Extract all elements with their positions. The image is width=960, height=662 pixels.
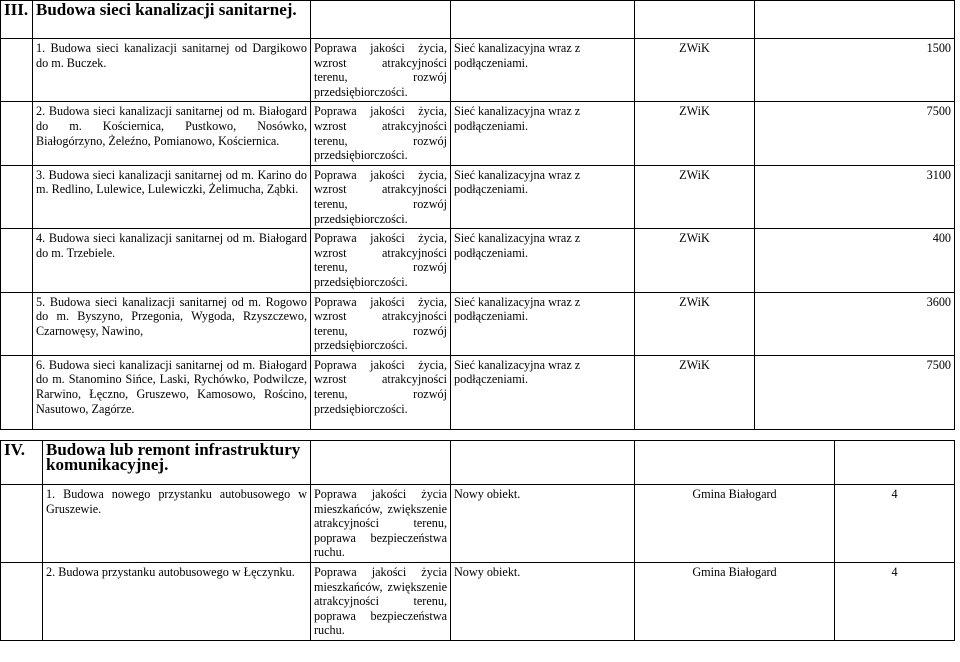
task-effect: Sieć kanalizacyjna wraz z podłączeniami. [451,292,635,355]
task-description: 5. Budowa sieci kanalizacji sanitarnej od m. Rogowo do m. Byszyno, Przegonia, Wygoda, Rzyszczewo, Czarnowęsy, Nawino, [33,292,311,355]
task-entity: ZWiK [635,355,755,429]
task-description: 2. Budowa sieci kanalizacji sanitarnej od m. Białogard do m. Kościernica, Pustkowo, Nosówko, Białogórzyno, Żeleźno, Pomianowo, Kościernica. [33,102,311,165]
task-effect: Sieć kanalizacyjna wraz z podłączeniami. [451,39,635,102]
task-entity: Gmina Białogard [635,562,835,640]
section-header-row [1,441,955,485]
task-purpose: Poprawa jakości życia, wzrost atrakcyjności terenu, rozwój przedsiębiorczości. [311,292,451,355]
task-purpose: Poprawa jakości życia, wzrost atrakcyjności terenu, rozwój przedsiębiorczości. [311,102,451,165]
section-roman-numeral: III. [1,1,33,39]
task-description: 2. Budowa przystanku autobusowego w Łęczynku. [43,562,311,640]
task-entity: Gmina Białogard [635,485,835,563]
task-amount: 3100 [755,165,955,228]
task-purpose: Poprawa jakości życia, wzrost atrakcyjności terenu, rozwój przedsiębiorczości. [311,355,451,429]
table-row [1,102,955,165]
task-amount: 7500 [755,355,955,429]
section-title: Budowa lub remont infrastruktury komunikacyjnej. [43,441,311,485]
task-entity: ZWiK [635,165,755,228]
task-entity: ZWiK [635,102,755,165]
task-description: 1. Budowa sieci kanalizacji sanitarnej od Dargikowo do m. Buczek. [33,39,311,102]
task-effect: Nowy obiekt. [451,562,635,640]
table-row [1,229,955,292]
task-purpose: Poprawa jakości życia mieszkańców, zwiększenie atrakcyjności terenu, poprawa bezpieczeństwa ruchu. [311,485,451,563]
task-purpose: Poprawa jakości życia, wzrost atrakcyjności terenu, rozwój przedsiębiorczości. [311,165,451,228]
task-effect: Sieć kanalizacyjna wraz z podłączeniami. [451,102,635,165]
task-entity: ZWiK [635,229,755,292]
table-row [1,485,955,563]
task-purpose: Poprawa jakości życia, wzrost atrakcyjności terenu, rozwój przedsiębiorczości. [311,39,451,102]
task-effect: Sieć kanalizacyjna wraz z podłączeniami. [451,165,635,228]
task-amount: 4 [835,562,955,640]
task-description: 3. Budowa sieci kanalizacji sanitarnej od m. Karino do m. Redlino, Lulewice, Lulewiczki, Żelimucha, Ząbki. [33,165,311,228]
task-description: 6. Budowa sieci kanalizacji sanitarnej od m. Białogard do m. Stanomino Sińce, Laski, Rychówko, Podwilcze, Rarwino, Łęczno, Gruszewo, Kamosowo, Rościno, Nasutowo, Zagórze. [33,355,311,429]
task-amount: 3600 [755,292,955,355]
section-table-iv [0,440,955,641]
table-row [1,39,955,102]
task-entity: ZWiK [635,39,755,102]
table-row [1,165,955,228]
table-row [1,355,955,429]
task-amount: 400 [755,229,955,292]
section-roman-numeral: IV. [1,441,43,485]
task-amount: 4 [835,485,955,563]
task-entity: ZWiK [635,292,755,355]
task-description: 1. Budowa nowego przystanku autobusowego w Gruszewie. [43,485,311,563]
table-row [1,292,955,355]
task-description: 4. Budowa sieci kanalizacji sanitarnej od m. Białogard do m. Trzebiele. [33,229,311,292]
section-title: Budowa sieci kanalizacji sanitarnej. [33,1,311,39]
task-amount: 1500 [755,39,955,102]
table-row [1,562,955,640]
task-effect: Sieć kanalizacyjna wraz z podłączeniami. [451,229,635,292]
section-header-row [1,1,955,39]
task-amount: 7500 [755,102,955,165]
task-purpose: Poprawa jakości życia, wzrost atrakcyjności terenu, rozwój przedsiębiorczości. [311,229,451,292]
task-effect: Sieć kanalizacyjna wraz z podłączeniami. [451,355,635,429]
task-purpose: Poprawa jakości życia mieszkańców, zwiększenie atrakcyjności terenu, poprawa bezpieczeństwa ruchu. [311,562,451,640]
task-effect: Nowy obiekt. [451,485,635,563]
